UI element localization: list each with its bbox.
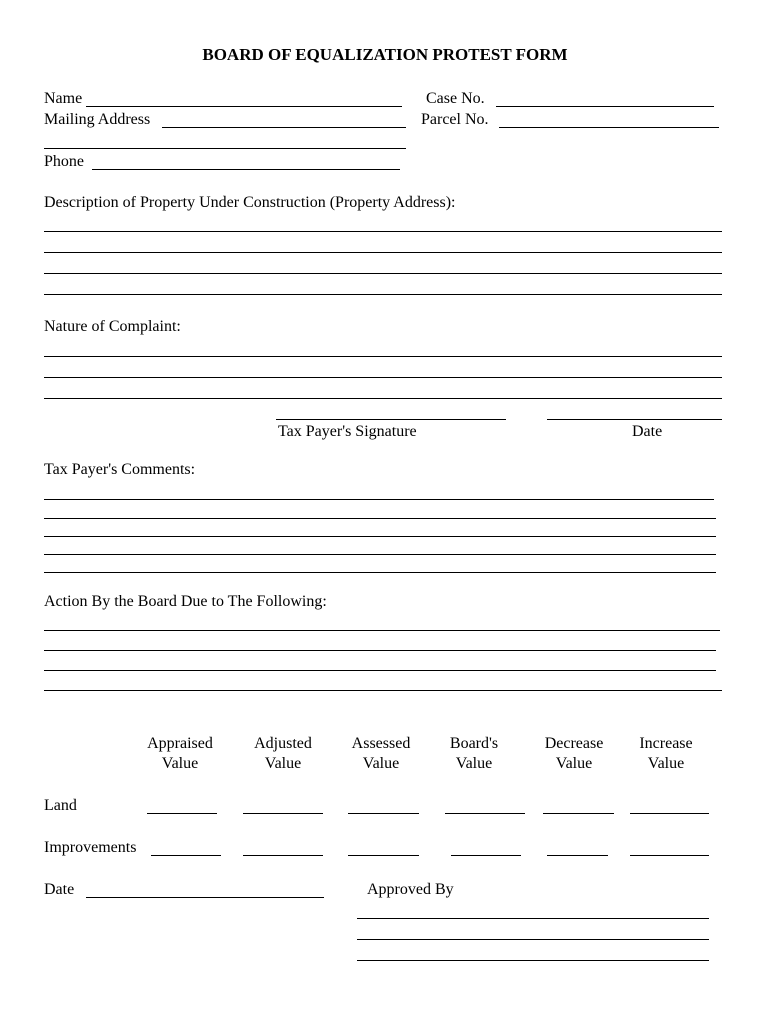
- improvements-decrease-field[interactable]: [547, 855, 608, 856]
- comments-line[interactable]: [44, 536, 716, 537]
- improvements-boards-field[interactable]: [451, 855, 521, 856]
- column-header-appraised-value: Value: [161, 755, 199, 772]
- property-description-line[interactable]: [44, 231, 722, 232]
- improvements-adjusted-field[interactable]: [243, 855, 323, 856]
- phone-label: Phone: [44, 153, 84, 170]
- signature-date-label: Date: [632, 423, 663, 440]
- column-header-boards-value: Value: [455, 755, 493, 772]
- mailing-address-field-line2[interactable]: [44, 148, 406, 149]
- column-header-boards: Board's: [449, 735, 499, 752]
- property-description-line[interactable]: [44, 252, 722, 253]
- improvements-assessed-field[interactable]: [348, 855, 419, 856]
- approved-by-label: Approved By: [367, 881, 454, 898]
- land-label: Land: [44, 797, 77, 814]
- parcel-no-label: Parcel No.: [421, 111, 489, 128]
- column-header-decrease-value: Value: [555, 755, 593, 772]
- board-action-line[interactable]: [44, 670, 716, 671]
- property-description-line[interactable]: [44, 273, 722, 274]
- case-no-field[interactable]: [496, 106, 714, 107]
- column-header-assessed-value: Value: [362, 755, 400, 772]
- column-header-adjusted-value: Value: [264, 755, 302, 772]
- land-decrease-field[interactable]: [543, 813, 614, 814]
- improvements-appraised-field[interactable]: [151, 855, 221, 856]
- mailing-address-field[interactable]: [162, 127, 406, 128]
- comments-line[interactable]: [44, 572, 716, 573]
- approved-by-line[interactable]: [357, 918, 709, 919]
- column-header-appraised: Appraised: [147, 735, 213, 752]
- comments-line[interactable]: [44, 518, 716, 519]
- name-label: Name: [44, 90, 83, 107]
- parcel-no-field[interactable]: [499, 127, 719, 128]
- comments-label: Tax Payer's Comments:: [44, 461, 196, 478]
- board-action-line[interactable]: [44, 690, 722, 691]
- page-title: BOARD OF EQUALIZATION PROTEST FORM: [202, 45, 568, 64]
- column-header-assessed: Assessed: [351, 735, 411, 752]
- column-header-adjusted: Adjusted: [254, 735, 312, 752]
- board-action-line[interactable]: [44, 630, 720, 631]
- complaint-line[interactable]: [44, 377, 722, 378]
- name-field[interactable]: [86, 106, 402, 107]
- comments-line[interactable]: [44, 499, 714, 500]
- phone-field[interactable]: [92, 169, 400, 170]
- signature-date-line[interactable]: [547, 419, 722, 420]
- board-date-field[interactable]: [86, 897, 324, 898]
- complaint-line[interactable]: [44, 356, 722, 357]
- land-assessed-field[interactable]: [348, 813, 419, 814]
- improvements-increase-field[interactable]: [630, 855, 709, 856]
- column-header-increase-value: Value: [647, 755, 685, 772]
- improvements-label: Improvements: [44, 839, 137, 856]
- board-action-line[interactable]: [44, 650, 716, 651]
- nature-of-complaint-label: Nature of Complaint:: [44, 318, 181, 335]
- land-adjusted-field[interactable]: [243, 813, 323, 814]
- board-action-label: Action By the Board Due to The Following:: [44, 593, 327, 610]
- land-appraised-field[interactable]: [147, 813, 217, 814]
- column-header-decrease: Decrease: [544, 735, 604, 752]
- approved-by-line[interactable]: [357, 939, 709, 940]
- case-no-label: Case No.: [426, 90, 485, 107]
- land-boards-field[interactable]: [445, 813, 525, 814]
- land-increase-field[interactable]: [630, 813, 709, 814]
- signature-line[interactable]: [276, 419, 506, 420]
- mailing-address-label: Mailing Address: [44, 111, 151, 128]
- comments-line[interactable]: [44, 554, 716, 555]
- board-date-label: Date: [44, 881, 75, 898]
- property-description-label: Description of Property Under Construction (Property Address):: [44, 194, 456, 211]
- column-header-increase: Increase: [639, 735, 693, 752]
- complaint-line[interactable]: [44, 398, 722, 399]
- approved-by-line[interactable]: [357, 960, 709, 961]
- signature-label: Tax Payer's Signature: [278, 423, 417, 440]
- property-description-line[interactable]: [44, 294, 722, 295]
